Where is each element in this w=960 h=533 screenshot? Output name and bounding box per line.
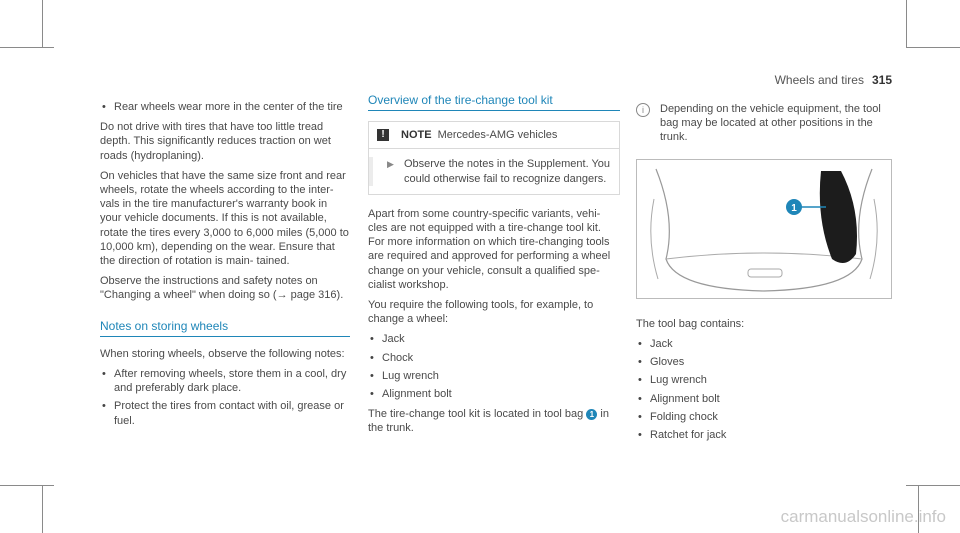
text: in the trunk. [368, 408, 609, 435]
paragraph: The tool bag contains: [636, 317, 745, 330]
crop-mark [0, 47, 54, 48]
list-item: • Protect the tires from contact with oil, grease or fuel. [100, 399, 350, 427]
paragraph: Do not drive with tires that have too little tread depth. This significantly reduces traction on wet roads (hydroplaning). [100, 121, 331, 162]
bullet-list [100, 100, 350, 114]
crop-mark [42, 485, 43, 533]
column-2 [368, 93, 620, 442]
crop-mark [42, 0, 43, 48]
crop-mark [906, 485, 960, 486]
warning-icon: ! [377, 129, 389, 141]
trunk-illustration [636, 159, 892, 299]
note-text: Observe the notes in the Supplement. You could otherwise fail to recognize dangers. [403, 158, 611, 185]
list-item: • Lug wrench [368, 369, 620, 383]
paragraph: Apart from some country-specific variants, vehi- cles are not equipped with a tire-change tool kit. For more information on which tire-changing tools are required and approved for performing a wheel change on your vehicle, consult a qualified spe- cialist workshop. [368, 207, 611, 291]
list-item: • Alignment bolt [368, 387, 620, 401]
list-item: • Ratchet for jack [636, 428, 892, 442]
callout-1: 1 [586, 409, 597, 420]
paragraph: When storing wheels, observe the following notes: [100, 347, 345, 360]
list-item: • Lug wrench [636, 373, 892, 387]
crop-mark [906, 0, 907, 48]
info-icon: i [636, 103, 650, 117]
list-item: • After removing wheels, store them in a cool, dry and preferably dark place. [100, 367, 350, 395]
section-heading: Overview of the tire-change tool kit [368, 93, 620, 111]
bullet-list [100, 367, 350, 428]
page-header [775, 73, 892, 87]
column-1 [100, 100, 350, 434]
list-item: • Chock [368, 351, 620, 365]
section-title: Wheels and tires [774, 73, 864, 87]
contents-list [636, 337, 892, 442]
paragraph[interactable]: Observe the instructions and safety notes on "Changing a wheel" when doing so (→ page 316). [100, 275, 344, 302]
list-item: • Jack [636, 337, 892, 351]
text: The tire-change tool kit is located in tool bag [368, 408, 584, 421]
column-3 [636, 102, 892, 448]
paragraph: You require the following tools, for example, to change a wheel: [368, 299, 594, 326]
info-text: Depending on the vehicle equipment, the tool bag may be located at other positions in the trunk. [660, 103, 881, 144]
paragraph [368, 407, 620, 435]
list-item: • Jack [368, 332, 620, 346]
note-bar [369, 157, 373, 185]
note-header [369, 122, 619, 149]
section-heading: Notes on storing wheels [100, 319, 350, 337]
list-item: • Gloves [636, 355, 892, 369]
triangle-right-icon: ▶ [387, 159, 394, 170]
paragraph: On vehicles that have the same size front and rear wheels, rotate the wheels according to the inter- vals in the tire manufacturer's warranty book in your vehicle documents. If this is not available, rotate the tires every 3,000 to 6,000 miles (5,000 to 10,000 km), depending on the wear. Ensure that the direction of rotation is main- tained. [100, 169, 349, 268]
list-item: • Folding chock [636, 410, 892, 424]
note-label: NOTE [401, 129, 432, 142]
list-item: • Alignment bolt [636, 392, 892, 406]
note-body [369, 149, 619, 193]
info-note [636, 102, 892, 145]
note-box [368, 121, 620, 195]
page-number: 315 [871, 73, 892, 87]
list-item: • Rear wheels wear more in the center of the tire [100, 100, 350, 114]
crop-mark [0, 485, 54, 486]
crop-mark [906, 47, 960, 48]
callout-number: 1 [791, 202, 797, 214]
tool-list [368, 332, 620, 401]
watermark: carmanualsonline.info [780, 507, 946, 526]
note-title: Mercedes-AMG vehicles [437, 129, 558, 142]
